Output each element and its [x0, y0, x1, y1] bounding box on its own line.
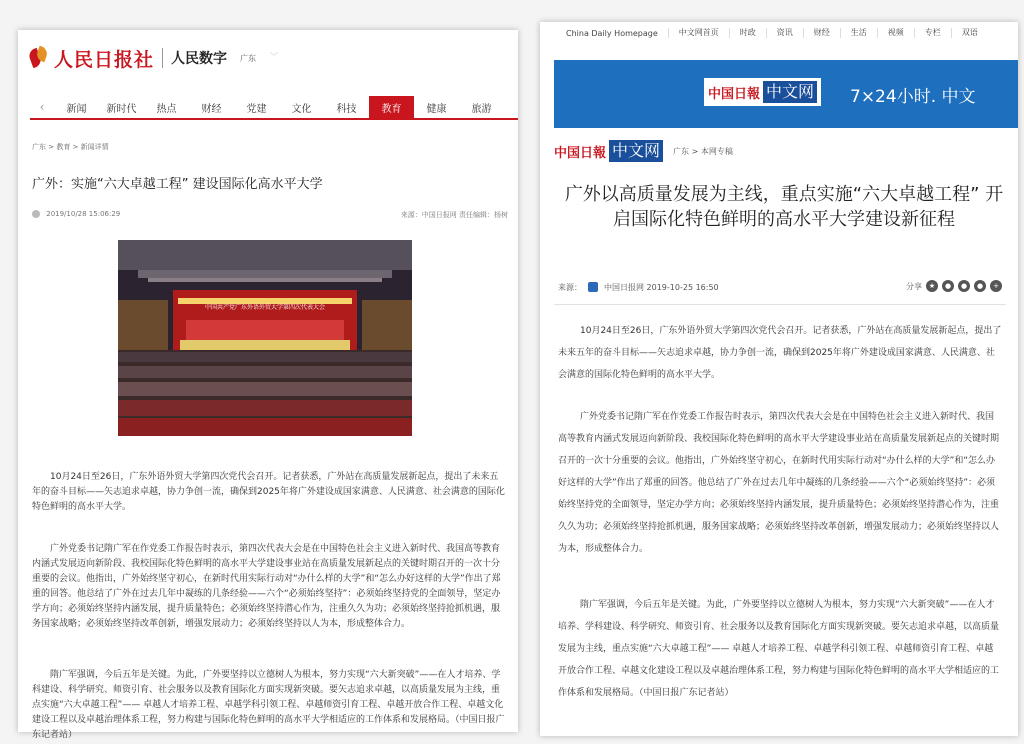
nav-link-finance[interactable]: 财经 — [803, 28, 840, 38]
peoples-daily-page — [18, 30, 518, 740]
divider — [554, 304, 1006, 305]
article-meta — [32, 210, 508, 222]
banner-logo — [704, 78, 821, 106]
article-date: 2019/10/28 15:06:29 — [46, 210, 121, 218]
share-star-icon[interactable]: ★ — [926, 280, 938, 292]
nav-item-party[interactable]: 党建 — [246, 103, 267, 115]
header-banner[interactable] — [554, 60, 1018, 128]
source-name-date: 中国日报网 2019-10-25 16:50 — [604, 282, 719, 292]
share-label: 分享 — [906, 281, 922, 291]
article-photo — [118, 240, 412, 436]
channel-nav — [30, 96, 518, 120]
photo-banner-text: 中国共产党广东外语外贸大学第四次代表大会 — [204, 304, 326, 311]
banner-logo-red: 中国日報 — [708, 86, 761, 102]
nav-item-travel[interactable]: 旅游 — [471, 103, 492, 115]
chevron-down-icon[interactable]: ﹀ — [270, 52, 278, 61]
nav-item-news[interactable]: 新闻 — [66, 103, 87, 115]
paragraph-2: 广外党委书记隋广军在作党委工作报告时表示，第四次代表大会是在中国特色社会主义进入新时代、我国高等教育内涵式发展迈向新阶段、我校国际化特色鲜明的高水平大学建设事业站在高质量发展新起点的关键时期召开的一次十分重要的会议。他指出，广外始终坚守初心，在新时代用实际行动对“办什么样的大学”和“怎么办好这样的大学”作出了郑重的回答。他总结了广外在过去几年中凝练的几条经验——六个“必须始终坚持”：必须始终坚持党的全面领导，坚定办学方向；必须始终坚持内涵发展，提升质量特色；必须始终坚持潜心作为，注重久久为功；必须始终坚持抢抓机遇，服务国家战略；必须始终坚持改革创新，增强发展动力；必须始终坚持以人为本，形成整体合力。 — [32, 544, 501, 629]
nav-item-health[interactable]: 健康 — [426, 103, 447, 115]
nav-link-columns[interactable]: 专栏 — [914, 28, 951, 38]
nav-link-china-daily-homepage[interactable]: China Daily Homepage — [566, 28, 658, 38]
logo-name: 人民日报社 — [54, 48, 155, 71]
share-wechat-icon[interactable]: ● — [958, 280, 970, 292]
nav-item-new-era[interactable]: 新时代 — [106, 103, 137, 115]
nav-link-video[interactable]: 视频 — [877, 28, 914, 38]
share-link-icon[interactable]: ● — [974, 280, 986, 292]
nav-item-finance[interactable]: 财经 — [201, 103, 222, 115]
breadcrumb[interactable]: 广东 > 教育 > 新闻详情 — [32, 143, 109, 151]
nav-prev-arrow-icon[interactable]: ‹ — [39, 100, 45, 114]
top-nav — [540, 22, 1018, 44]
china-daily-page — [540, 22, 1018, 736]
nav-item-culture[interactable]: 文化 — [291, 103, 312, 115]
banner-slogan: 7×24小时. 中文 — [850, 87, 976, 107]
nav-link-politics[interactable]: 时政 — [729, 28, 766, 38]
paragraph-1: 10月24日至26日，广东外语外贸大学第四次党代会召开。记者获悉，广外站在高质量发展新起点，提出了未来五年的奋斗目标——矢志追求卓越，协力争创一流，确保到2025年将广外建设成国家满意、人民满意、社会满意的国际化特色鲜明的高水平大学。 — [558, 326, 1002, 380]
article-source: 来源：中国日报网 责任编辑：杨树 — [400, 211, 508, 219]
nav-link-news[interactable]: 资讯 — [766, 28, 803, 38]
article-meta — [558, 280, 1002, 294]
article-title: 广外以高质量发展为主线，重点实施“六大卓越工程” 开启国际化特色鲜明的高水平大学建设新征程 — [564, 184, 1004, 230]
nav-item-tech[interactable]: 科技 — [336, 103, 357, 115]
nav-item-hot[interactable]: 热点 — [156, 103, 177, 115]
region-selector[interactable]: 广东 — [240, 54, 256, 63]
nav-link-chinese-home[interactable]: 中文网首页 — [668, 28, 729, 38]
nav-link-bilingual[interactable]: 双语 — [951, 28, 988, 38]
china-daily-source-icon — [588, 282, 598, 292]
peoples-daily-logo[interactable] — [30, 44, 227, 72]
logo-divider — [162, 48, 163, 68]
section-brand — [554, 140, 733, 162]
brand-logo-box[interactable]: 中文网 — [609, 140, 663, 162]
banner-logo-box: 中文网 — [763, 81, 817, 103]
clock-icon — [32, 210, 40, 218]
peoples-daily-logo-icon — [30, 47, 48, 69]
paragraph-2: 广外党委书记隋广军在作党委工作报告时表示，第四次代表大会是在中国特色社会主义进入新时代、我国高等教育内涵式发展迈向新阶段、我校国际化特色鲜明的高水平大学建设事业站在高质量发展新起点的关键时期召开的一次十分重要的会议。他指出，广外始终坚守初心，在新时代用实际行动对“办什么样的大学”和“怎么办好这样的大学”作出了郑重的回答。他总结了广外在过去几年中凝练的几条经验——六个“必须始终坚持”：必须始终坚持党的全面领导，坚定办学方向；必须始终坚持内涵发展，提升质量特色；必须始终坚持潜心作为，注重久久为功；必须始终坚持抢抓机遇，服务国家战略；必须始终坚持改革创新，增强发展动力；必须始终坚持以人为本，形成整体合力。 — [558, 412, 1000, 554]
paragraph-1: 10月24日至26日，广东外语外贸大学第四次党代会召开。记者获悉，广外站在高质量发展新起点，提出了未来五年的奋斗目标——矢志追求卓越，协力争创一流，确保到2025年将广外建设成国家满意、人民满意、社会满意的国际化特色鲜明的高水平大学。 — [32, 472, 505, 512]
brand-logo-red[interactable]: 中国日報 — [554, 145, 607, 161]
nav-item-education[interactable]: 教育 — [369, 96, 414, 118]
source-label: 来源： — [558, 282, 582, 292]
congress-hall-image — [118, 240, 412, 436]
share-bar — [906, 280, 1002, 292]
logo-subtitle: 人民数字 — [171, 51, 228, 67]
article-title: 广外：实施“六大卓越工程” 建设国际化高水平大学 — [32, 177, 323, 192]
breadcrumb[interactable]: 广东 > 本网专稿 — [673, 146, 733, 156]
share-weibo-icon[interactable]: ● — [942, 280, 954, 292]
paragraph-3: 隋广军强调，今后五年是关键。为此，广外要坚持以立德树人为根本，努力实现“六大新突破”——在人才培养、学科建设、科学研究、师资引育、社会服务以及教育国际化方面实现新突破。要矢志追求卓越，以高质量发展为主线，重点实施“六大卓越工程”—— 卓越人才培养工程、卓越学科引领工程、卓越师资引育工程、卓越开放合作工程、卓越文化建设工程以及卓越治理体系工程，努力构建与国际化特色鲜明的高水平大学相适应的工作体系和发展格局。（中国日报广东记者站） — [558, 600, 1000, 698]
nav-link-life[interactable]: 生活 — [840, 28, 877, 38]
paragraph-3: 隋广军强调，今后五年是关键。为此，广外要坚持以立德树人为根本，努力实现“六大新突破”——在人才培养、学科建设、科学研究、师资引育、社会服务以及教育国际化方面实现新突破。要矢志追求卓越，以高质量发展为主线，重点实施“六大卓越工程”—— 卓越人才培养工程、卓越学科引领工程、卓越师资引育工程、卓越开放合作工程、卓越文化建设工程以及卓越治理体系工程，努力构建与国际化特色鲜明的高水平大学相适应的工作体系和发展格局。（中国日报广东记者站） — [32, 670, 505, 740]
share-more-icon[interactable]: + — [990, 280, 1002, 292]
